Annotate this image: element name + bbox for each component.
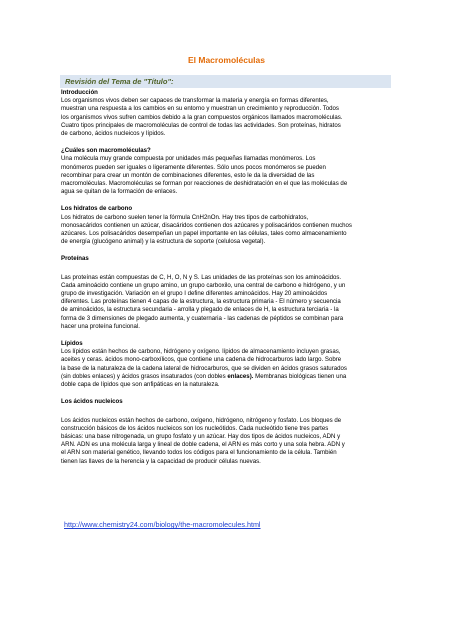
- paragraph-line: monómeros pueden ser iguales o ligeramente diferentes. Sólo unos pocos monómeros se pueden: [61, 163, 326, 171]
- paragraph-line: Cada aminoácido contiene un grupo amino, un grupo carboxilo, una central de carbono e hidrógeno, y un: [61, 281, 346, 289]
- paragraph-line: el ARN son material genético, llevando todos los códigos para el funcionamiento de la célula. También: [61, 449, 337, 457]
- paragraph-line: monosacáridos contienen un azúcar, disacáridos contienen dos azúcares y polisacáridos contienen muchos: [61, 221, 352, 229]
- section-title-introduccion: Introducción: [61, 89, 98, 96]
- paragraph-line: hacer una proteína funcional.: [61, 322, 140, 330]
- paragraph-line: tienen las llaves de la herencia y la capacidad de producir células nuevas.: [61, 457, 261, 465]
- paragraph-line: muestran una respuesta a los cambios en su entorno y muestran un crecimiento y reproducción. Todos: [61, 105, 339, 113]
- paragraph-line: ARN. ADN es una molécula larga y lineal de doble cadena, el ARN es más corto y una sola hebra. ADN y: [61, 441, 345, 449]
- section-title-hidratos: Los hidratos de carbono: [61, 205, 133, 213]
- section-title-proteinas: Proteínas: [61, 255, 89, 263]
- paragraph-line: Cuatro tipos principales de macromoléculas de control de todas las actividades. Son proteínas, hidratos: [61, 121, 341, 129]
- paragraph-line: Los organismos vivos deben ser capaces de transformar la materia y energía en formas diferentes,: [61, 97, 329, 105]
- paragraph-line: la base de la naturaleza de la cadena lateral de hidrocarburos, que se dividen en ácidos grasos saturados: [61, 364, 347, 372]
- bold-phrase: enlaces).: [227, 372, 254, 380]
- section-title-lipidos: Lípidos: [61, 340, 83, 348]
- paragraph-line: grupo de investigación. Variación en el grupo I define diferentes aminoácidos. Hay 20 aminoácidos: [61, 290, 328, 298]
- paragraph-line: Los lípidos están hechos de carbono, hidrógeno y oxígeno. lípidos de almacenamiento incluyen grasas,: [61, 348, 341, 356]
- paragraph-text: Membranas biológicas tienen una: [253, 372, 347, 380]
- paragraph-line: macromoléculas. Macromoléculas se forman por reacciones de deshidratación en el que las moléculas de: [61, 180, 348, 188]
- paragraph-line: aceites y ceras. ácidos mono-carboxílicos, que contiene una cadena de hidrocarburos lado largo. Sobre: [61, 356, 342, 364]
- paragraph-line: los organismos vivos sufren cambios debido a la gran compuestos orgánicos llamados macromoléculas.: [61, 113, 343, 121]
- paragraph-line: doble capa de lípidos que son anfipáticas en la naturaleza.: [61, 381, 220, 389]
- paragraph-line: de aminoácidos, la estructura secundaria - arrolla y plegado de enlaces de H, la estructura terciaria - la: [61, 306, 339, 314]
- paragraph-line: agua se quitan de la formación de enlaces.: [61, 188, 178, 196]
- header-title: Revisión del Tema de "Título":: [65, 77, 174, 86]
- section-title-cuales: ¿Cuáles son macromoléculas?: [61, 147, 151, 155]
- paragraph-line: de carbono, ácidos nucleicos y lípidos.: [61, 130, 166, 138]
- section-title-nucleicos: Los ácidos nucleicos: [61, 398, 123, 406]
- paragraph-line: Los ácidos nucleicos están hechos de carbono, oxígeno, hidrógeno, nitrógeno y fosfato. Los bloques de: [61, 416, 342, 424]
- paragraph-line: diferentes. Las proteínas tienen 4 capas de la estructura, la estructura primaria - El número y secuencia: [61, 298, 341, 306]
- paragraph-line: [61, 373, 391, 381]
- source-link[interactable]: http://www.chemistry24.com/biology/the-macromolecules.html: [64, 520, 261, 529]
- paragraph-line: Los hidratos de carbono suelen tener la fórmula CnH2nOn. Hay tres tipos de carbohidratos,: [61, 213, 309, 221]
- paragraph-line: Las proteínas están compuestas de C, H, O, N y S. Las unidades de las proteínas son los aminoácidos.: [61, 273, 342, 281]
- paragraph-line: de energía (glucógeno animal) y la estructura de soporte (celulosa vegetal).: [61, 238, 266, 246]
- paragraph-line: básicas: una base nitrogenada, un grupo fosfato y un azúcar. Hay dos tipos de ácidos nucleicos, ADN y: [61, 432, 341, 440]
- paragraph-line: recombinar para crear un montón de combinaciones diferentes, esto le da la diversidad de las: [61, 171, 315, 179]
- paragraph-line: Una molécula muy grande compuesta por unidades más pequeñas llamadas monómeros. Los: [61, 155, 316, 163]
- paragraph-line: construcción básicos de los ácidos nucleicos son los nucleótidos. Cada nucleótido tiene tres partes: [61, 424, 329, 432]
- header-bar: [60, 75, 391, 88]
- paragraph-text: (sin dobles enlaces) y ácidos grasos insaturados (con dobles: [61, 372, 228, 380]
- paragraph-line: forma de 3 dimensiones de plegado aumenta, y cuaternaria - las cadenas de péptidos se combinan para: [61, 314, 344, 322]
- paragraph-line: azúcares. Los polisacáridos desempeñan un papel importante en las células, tales como almacenamiento: [61, 230, 347, 238]
- page-title: El Macromoléculas: [187, 55, 265, 65]
- document-body: [61, 89, 391, 466]
